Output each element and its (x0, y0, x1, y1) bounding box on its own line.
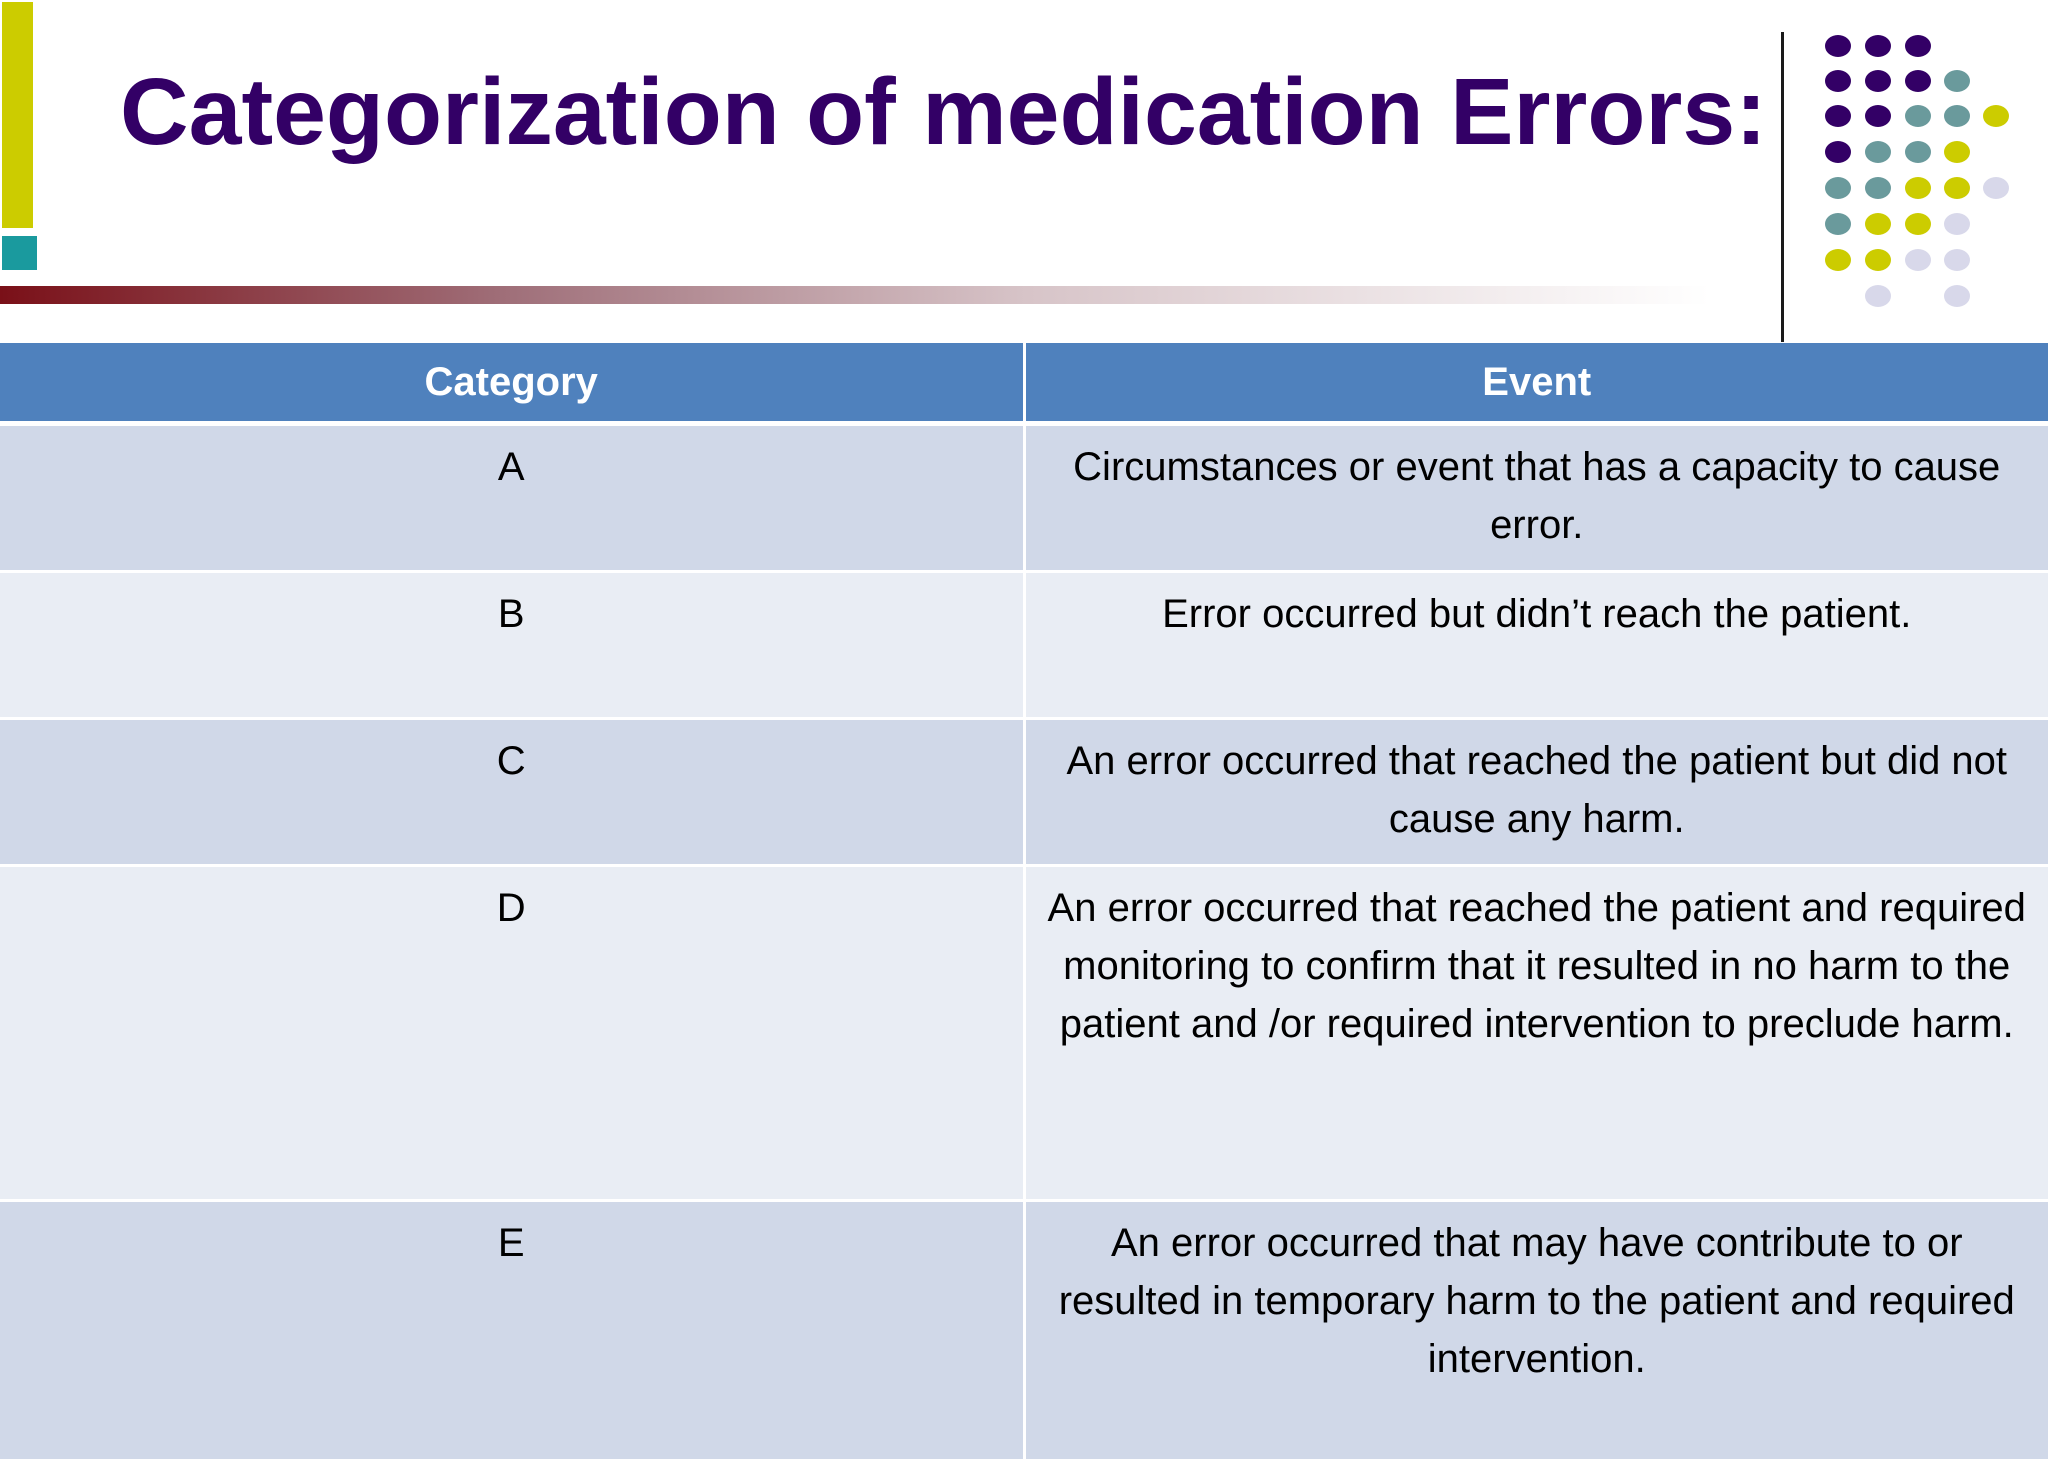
dot (1944, 177, 1970, 199)
dot (1825, 141, 1851, 163)
table-header-row (0, 343, 2048, 424)
decorative-dot-grid (1820, 30, 2020, 320)
slide-title: Categorization of medication Errors: (120, 59, 1767, 165)
dot (1865, 285, 1891, 307)
dot (1865, 249, 1891, 271)
table-row (0, 424, 2048, 572)
category-cell: B (0, 572, 1024, 719)
dot (1825, 213, 1851, 235)
dot (1905, 249, 1931, 271)
dot (1825, 35, 1851, 57)
dot (1944, 105, 1970, 127)
dot (1865, 141, 1891, 163)
accent-bar (2, 2, 33, 228)
error-categories-table-container (0, 343, 2048, 1462)
table-row (0, 572, 2048, 719)
dot (1944, 285, 1970, 307)
dot (1905, 105, 1931, 127)
dot (1944, 249, 1970, 271)
event-cell: An error occurred that reached the patient and required monitoring to confirm that it resulted in no harm to the patient and /or required intervention to preclude harm. (1024, 866, 2048, 1201)
dot (1905, 70, 1931, 92)
table-row (0, 719, 2048, 866)
dot (1825, 105, 1851, 127)
dot (1865, 105, 1891, 127)
dot (1944, 70, 1970, 92)
dot (1825, 177, 1851, 199)
category-cell: E (0, 1201, 1024, 1461)
vertical-divider (1781, 32, 1784, 342)
event-cell: Circumstances or event that has a capacity to cause error. (1024, 424, 2048, 572)
column-header-event: Event (1024, 343, 2048, 424)
dot (1825, 70, 1851, 92)
dot (1983, 177, 2009, 199)
category-cell: C (0, 719, 1024, 866)
dot (1905, 35, 1931, 57)
title-underline-rule (0, 286, 1710, 304)
category-cell: A (0, 424, 1024, 572)
table-row (0, 1201, 2048, 1461)
event-cell: An error occurred that reached the patient but did not cause any harm. (1024, 719, 2048, 866)
dot (1865, 35, 1891, 57)
dot (1905, 141, 1931, 163)
dot (1865, 70, 1891, 92)
table-row (0, 866, 2048, 1201)
accent-square (2, 236, 37, 270)
event-cell: Error occurred but didn’t reach the patient. (1024, 572, 2048, 719)
error-categories-table (0, 343, 2048, 1462)
dot (1944, 213, 1970, 235)
event-cell: An error occurred that may have contribute to or resulted in temporary harm to the patient and required intervention. (1024, 1201, 2048, 1461)
dot (1983, 105, 2009, 127)
dot (1905, 177, 1931, 199)
dot (1944, 141, 1970, 163)
dot (1825, 249, 1851, 271)
column-header-category: Category (0, 343, 1024, 424)
dot (1865, 177, 1891, 199)
dot (1865, 213, 1891, 235)
category-cell: D (0, 866, 1024, 1201)
dot (1905, 213, 1931, 235)
